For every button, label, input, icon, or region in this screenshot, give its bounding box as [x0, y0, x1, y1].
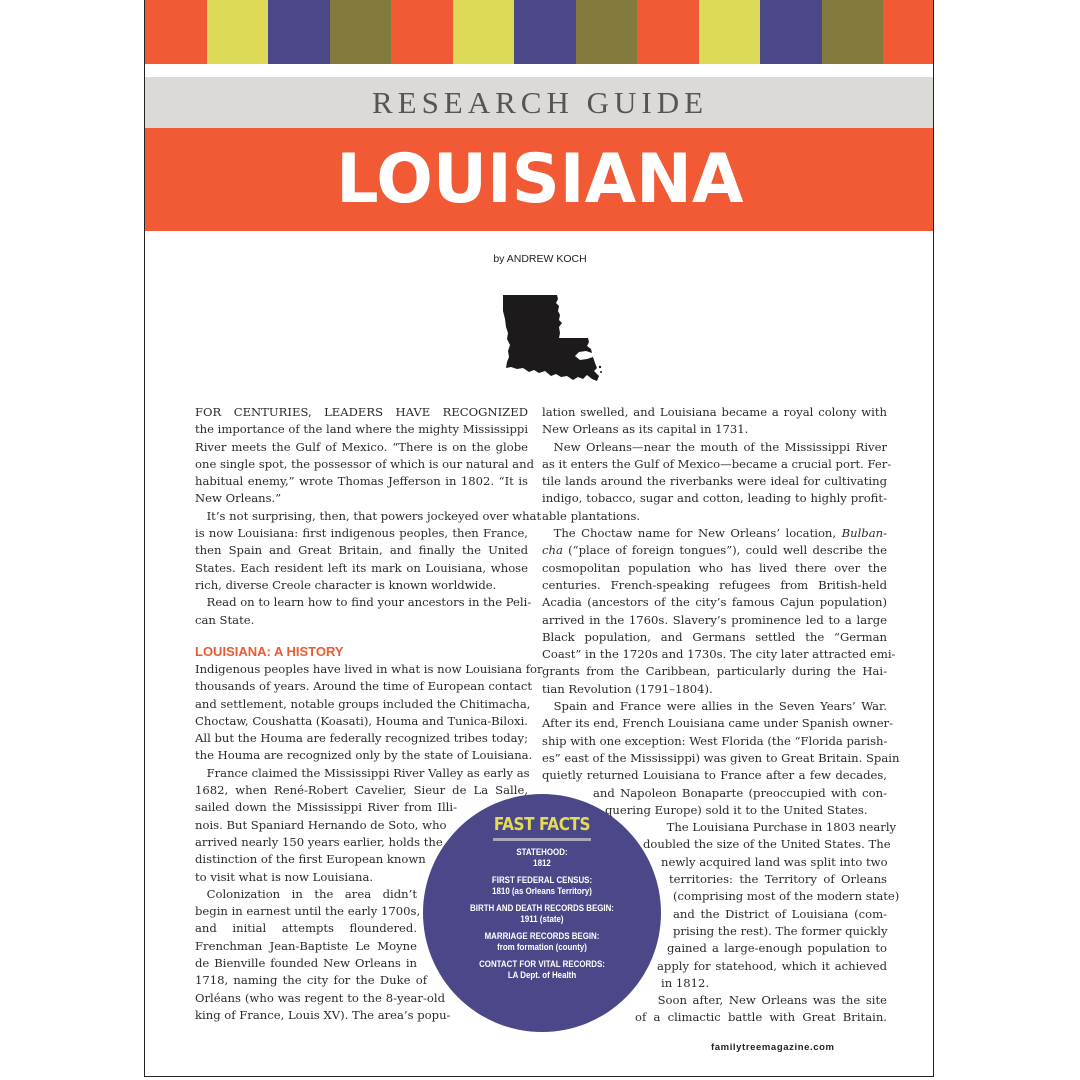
text-line: one single spot, the possessor of which is our natural and [195, 456, 534, 471]
text-line: All but the Houma are federally recognized tribes today; [195, 731, 528, 746]
color-stripe [453, 0, 515, 64]
text-line: thousands of years. Around the time of European contact [195, 679, 533, 694]
fast-fact-label: CONTACT FOR VITAL RECORDS: [479, 959, 605, 969]
text-line: is now Louisiana: first indigenous peoples, then France, [195, 526, 528, 541]
text-line: Choctaw, Coushatta (Koasati), Houma and Tunica-Biloxi. [195, 713, 528, 728]
text-line: of a climactic battle with Great Britain. [635, 1010, 887, 1025]
fast-fact-label: MARRIAGE RECORDS BEGIN: [484, 931, 600, 941]
text-line: able plantations. [542, 508, 641, 523]
text-line: king of France, Louis XV). The area’s popu- [195, 1007, 451, 1022]
text-line: cha (“place of foreign tongues”), could well describe the [542, 543, 887, 558]
fast-facts-callout [423, 794, 661, 1032]
fast-fact-label: BIRTH AND DEATH RECORDS BEGIN: [470, 903, 614, 913]
magazine-page [144, 0, 934, 1077]
fast-fact-item [423, 931, 661, 953]
text-line: the Houma are recognized only by the state of Louisiana. [195, 748, 533, 763]
text-line: territories: the Territory of Orleans [669, 872, 887, 887]
text-line: Soon after, New Orleans was the site [646, 993, 887, 1008]
color-stripe [207, 0, 269, 64]
text-line: newly acquired land was split into two [661, 854, 888, 869]
text-line: arrived in the 1760s. Slavery’s prominence led to a large [542, 612, 887, 627]
text-line: tian Revolution (1791–1804). [542, 681, 713, 696]
fast-fact-value: 1810 (as Orleans Territory) [492, 886, 592, 896]
page-title: LOUISIANA [336, 140, 744, 219]
text-line: 1682, when René-Robert Cavelier, Sieur de La Salle, [195, 783, 528, 798]
text-line: 1718, naming the city for the Duke of [195, 973, 427, 988]
text-line: Colonization in the area didn’t [195, 886, 417, 901]
text-line: Orléans (who was regent to the 8-year-old [195, 990, 445, 1005]
text-line: begin in earnest until the early 1700s, [195, 904, 421, 919]
footer-url: familytreemagazine.com [711, 1042, 835, 1053]
fast-fact-label: FIRST FEDERAL CENSUS: [491, 875, 593, 885]
text-line: apply for statehood, which it achieved [657, 958, 887, 973]
color-stripe [699, 0, 761, 64]
byline: by ANDREW KOCH [493, 253, 587, 265]
text-line: prising the rest). The former quickly [673, 923, 888, 938]
text-line: can State. [195, 612, 255, 627]
text-line: quietly returned Louisiana to France after a few decades, [542, 768, 887, 783]
text-line: as it enters the Gulf of Mexico—became a crucial port. Fer- [542, 456, 892, 471]
fast-facts-divider [493, 838, 591, 841]
louisiana-state-silhouette-icon [501, 293, 605, 385]
color-stripe [760, 0, 822, 64]
text-line: nois. But Spaniard Hernando de Soto, who [195, 817, 447, 832]
text-line: grants from the Caribbean, particularly during the Hai- [542, 664, 887, 679]
color-stripe-banner [145, 0, 934, 64]
color-stripe [145, 0, 207, 64]
fast-facts-title: FAST FACTS [493, 814, 591, 835]
text-line: Read on to learn how to find your ancestors in the Peli- [195, 595, 532, 610]
fast-fact-value: LA Dept. of Health [507, 970, 577, 980]
text-line: indigo, tobacco, sugar and cotton, leading to highly profit- [542, 491, 887, 506]
fast-fact-item [423, 959, 661, 981]
text-line: and settlement, notable groups included the Chitimacha, [195, 696, 531, 711]
fast-fact-label: STATEHOOD: [516, 847, 568, 857]
fast-fact-value: 1911 (state) [520, 914, 564, 924]
text-line: Indigenous peoples have lived in what is now Louisiana for [195, 662, 543, 676]
text-line: ship with one exception: West Florida (the “Florida parish- [542, 733, 888, 748]
text-line: and Napoleon Bonaparte (preoccupied with con- [593, 785, 887, 800]
text-line: the importance of the land where the mighty Mississippi [195, 422, 529, 437]
text-line: in 1812. [661, 975, 710, 990]
color-stripe [576, 0, 638, 64]
text-line: Coast” in the 1720s and 1730s. The city later attracted emi- [542, 647, 896, 662]
color-stripe [822, 0, 884, 64]
text-line: Black population, and Germans settled the “German [542, 629, 887, 644]
text-line: lation swelled, and Louisiana became a royal colony with [542, 405, 887, 419]
text-line: Acadia (ancestors of the city’s famous Cajun population) [542, 595, 887, 610]
text-line: centuries. French-speaking refugees from British-held [542, 577, 887, 592]
text-line: The Choctaw name for New Orleans’ location, Bulban- [542, 526, 887, 541]
fast-fact-item [423, 847, 661, 869]
text-line: cosmopolitan population who has lived there over the [542, 560, 887, 575]
text-line: tile lands around the riverbanks were ideal for cultivating [542, 474, 887, 489]
text-line: rich, diverse Creole character is known worldwide. [195, 577, 497, 592]
kicker-label: RESEARCH GUIDE [371, 84, 709, 120]
fast-fact-item [423, 903, 661, 925]
text-line: and the District of Louisiana (com- [673, 906, 887, 921]
text-line: distinction of the first European known [195, 852, 426, 867]
section-heading: LOUISIANA: A HISTORY [195, 644, 344, 659]
left-column [195, 404, 542, 629]
text-line: arrived nearly 150 years earlier, holds the [195, 834, 443, 849]
color-stripe [330, 0, 392, 64]
text-line: quering Europe) sold it to the United States. [605, 802, 868, 817]
text-line: to visit what is now Louisiana. [195, 869, 374, 884]
text-line: doubled the size of the United States. The [643, 837, 891, 852]
text-line: New Orleans as its capital in 1731. [542, 422, 749, 437]
text-line: (comprising most of the modern state) [673, 889, 900, 904]
text-line: Spain and France were allies in the Seven Years’ War. [542, 699, 887, 714]
color-stripe [514, 0, 576, 64]
title-band [145, 128, 934, 231]
color-stripe [883, 0, 934, 64]
text-line: FOR CENTURIES, LEADERS HAVE RECOGNIZED [195, 405, 528, 419]
text-line: de Bienville founded New Orleans in [195, 956, 417, 971]
text-line: River meets the Gulf of Mexico. “There is on the globe [195, 439, 528, 454]
text-line: then Spain and Great Britain, and finally the United [195, 543, 528, 558]
text-line: After its end, French Louisiana came under Spanish owner- [542, 716, 894, 731]
text-line: France claimed the Mississippi River Valley as early as [195, 765, 530, 780]
text-line: New Orleans.” [195, 491, 282, 506]
text-line: habitual enemy,” wrote Thomas Jefferson in 1802. “It is [195, 474, 528, 489]
text-line: It’s not surprising, then, that powers jockeyed over what [195, 508, 542, 523]
text-line: gained a large-enough population to [667, 941, 887, 956]
text-line: Frenchman Jean-Baptiste Le Moyne [195, 938, 417, 953]
text-line: The Louisiana Purchase in 1803 nearly [655, 820, 897, 835]
fast-fact-item [423, 875, 661, 897]
kicker-band [145, 77, 934, 128]
color-stripe [637, 0, 699, 64]
text-line: es” east of the Mississippi) was given to Great Britain. Spain [542, 750, 900, 765]
text-line: and initial attempts floundered. [195, 921, 417, 936]
fast-fact-value: 1812 [533, 858, 551, 868]
text-line: sailed down the Mississippi River from Illi- [195, 800, 457, 815]
text-line: New Orleans—near the mouth of the Mississippi River [542, 439, 887, 454]
color-stripe [391, 0, 453, 64]
color-stripe [268, 0, 330, 64]
fast-fact-value: from formation (county) [497, 942, 587, 952]
text-line: States. Each resident left its mark on Louisiana, whose [195, 560, 528, 575]
